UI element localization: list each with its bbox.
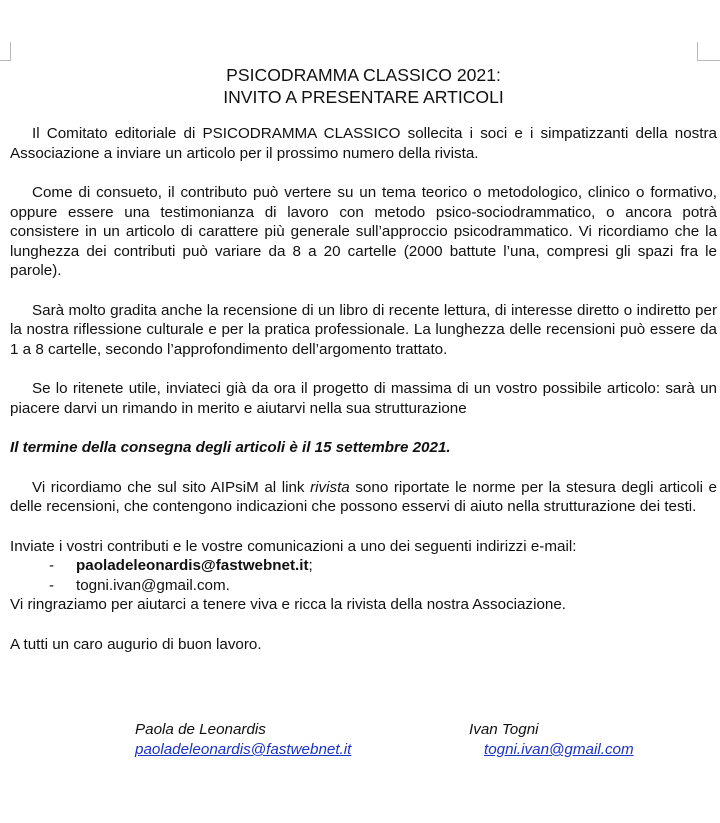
paragraph-wishes: A tutti un caro augurio di buon lavoro. — [10, 635, 262, 653]
title-line-1: PSICODRAMMA CLASSICO 2021: — [226, 65, 501, 85]
signature-email-link[interactable]: togni.ivan@gmail.com — [484, 741, 634, 758]
paragraph-topics: Come di consueto, il contributo può vertere su un tema teorico o metodologico, clinico o formativo, oppure essere una testimonianza di lavoro con metodo psico-sociodrammatico, o ancora potrà consistere in un articolo di carattere più generale sull’approccio psicodrammatico. Vi ricordiamo che la lunghezza dei contributi può variare da 8 a 20 cartelle (2000 battute l’una, compresi gli spazi fra le parole). — [10, 184, 717, 279]
guidelines-text-after: sono riportate le norme per la stesura degli articoli e delle recensioni, che contengono indicazioni che possono esservi di aiuto nella strutturazione dei testi. — [10, 478, 717, 515]
paragraph-guidelines — [10, 478, 717, 517]
list-item — [49, 576, 717, 596]
list-item — [49, 556, 717, 576]
contacts-section — [10, 537, 717, 596]
list-item-suffix: ; — [308, 557, 313, 574]
paragraph-send-instructions: Inviate i vostri contributi e le vostre comunicazioni a uno dei seguenti indirizzi e-mail: — [10, 537, 577, 555]
deadline-statement: Il termine della consegna degli articoli è il 15 settembre 2021. — [10, 439, 451, 456]
paragraph-project: Se lo ritenete utile, inviateci già da ora il progetto di massima di un vostro possibile articolo: sarà un piacere darvi un rimando in merito e aiutarvi nella sua strutturazione — [10, 380, 717, 417]
contact-email-ivan[interactable]: togni.ivan@gmail.com — [76, 576, 226, 594]
signature-name: Ivan Togni — [469, 721, 539, 738]
list-item-suffix: . — [225, 576, 230, 594]
paragraph-reviews: Sarà molto gradita anche la recensione di un libro di recente lettura, di interesse diretto o indiretto per la nostra riflessione culturale e per la pratica professionale. La lunghezza delle recensioni può essere da 1 a 8 cartelle, secondo l’approfondimento dell’argomento trattato. — [10, 301, 717, 358]
title-line-2: INVITO A PRESENTARE ARTICOLI — [223, 87, 504, 107]
list-dash: - — [49, 576, 55, 594]
rivista-link[interactable]: rivista — [310, 478, 350, 496]
page-corner-mark-top-left — [0, 42, 11, 61]
signature-email-link[interactable]: paoladeleonardis@fastwebnet.it — [135, 741, 352, 758]
list-dash: - — [49, 557, 55, 574]
paragraph-invitation: Il Comitato editoriale di PSICODRAMMA CLASSICO sollecita i soci e i simpatizzanti della nostra Associazione a inviare un articolo per il prossimo numero della rivista. — [10, 125, 717, 162]
signature-paola — [135, 720, 351, 760]
signature-name: Paola de Leonardis — [135, 721, 266, 738]
document-title — [10, 64, 717, 108]
document-page — [10, 64, 717, 654]
page-corner-mark-top-right — [697, 42, 720, 61]
paragraph-thanks: Vi ringraziamo per aiutarci a tenere viva e ricca la rivista della nostra Associazione. — [10, 596, 567, 613]
signature-ivan — [469, 720, 634, 760]
contacts-list — [10, 556, 717, 595]
contact-email-paola[interactable]: paoladeleonardis@fastwebnet.it — [76, 557, 309, 574]
guidelines-text-before: Vi ricordiamo che sul sito AIPsiM al link — [32, 478, 311, 496]
